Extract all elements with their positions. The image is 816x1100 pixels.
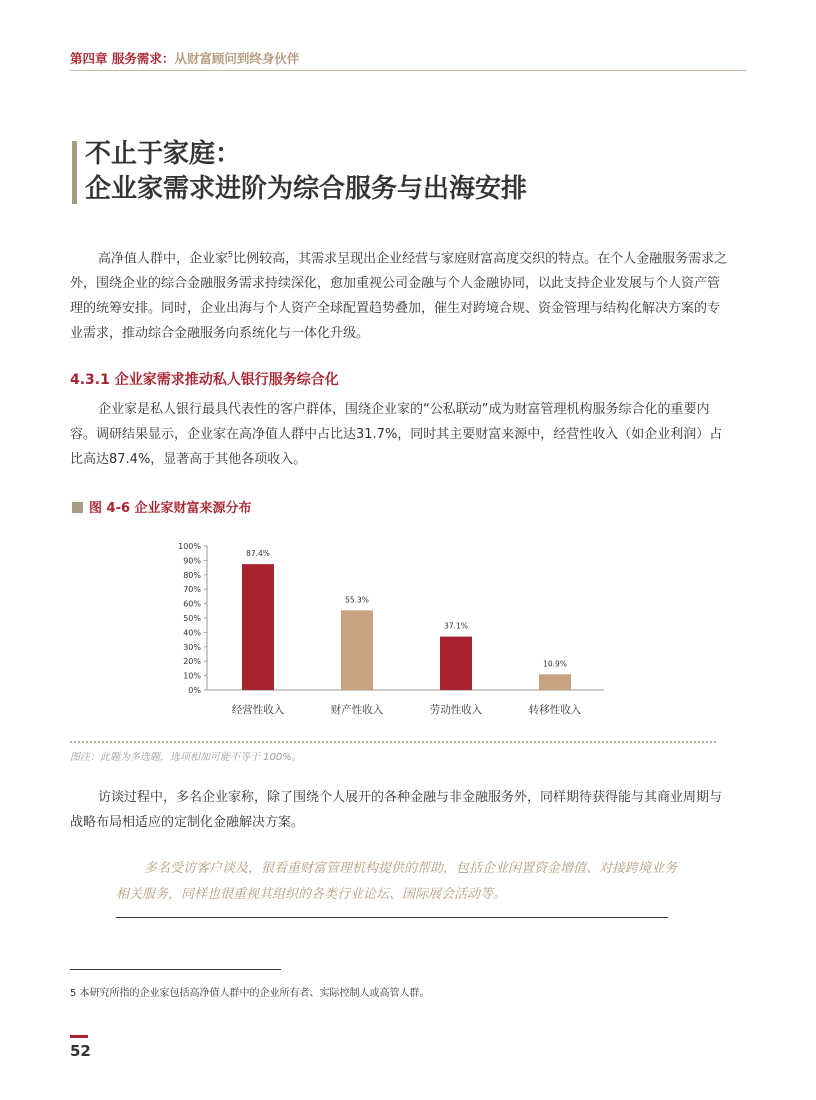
y-tick-label: 20% <box>183 657 201 667</box>
section-line-2: 容。调研结果显示，企业家在高净值人群中占比达31.7%，同时其主要财富来源中，经营性收入（如企业利润）占 <box>70 427 723 442</box>
bar <box>539 674 571 690</box>
y-tick-label: 40% <box>183 628 201 638</box>
section-line-3: 比高达87.4%，显著高于其他各项收入。 <box>70 452 307 467</box>
bar-value-label: 37.1% <box>444 621 468 631</box>
quote-line-1: 多名受访客户谈及，很看重财富管理机构提供的帮助，包括企业闲置资金增值、对接跨境业务 <box>144 861 678 876</box>
footnote-ref: 5 <box>228 250 234 259</box>
intro-line-4: 业需求，推动综合金融服务向系统化与一体化升级。 <box>70 326 370 342</box>
client-quote <box>116 856 676 908</box>
y-tick-label: 90% <box>183 556 201 566</box>
footnote-divider <box>70 969 281 970</box>
bar-value-label: 87.4% <box>246 549 270 559</box>
interview-paragraph <box>70 785 750 835</box>
quote-underline <box>116 917 668 918</box>
y-tick-label: 70% <box>183 585 201 595</box>
figure-title-text: 图 4-6 企业家财富来源分布 <box>89 501 252 516</box>
bar-value-label: 10.9% <box>543 659 567 669</box>
figure-note: 图注：此题为多选题，选项相加可能不等于 100%。 <box>70 752 302 763</box>
footnote: 5 本研究所指的企业家包括高净值人群中的企业所有者、实际控制人或高管人群。 <box>70 988 430 999</box>
intro-line-2: 外，围绕企业的综合金融服务需求持续深化，愈加重视公司金融与个人金融协同，以此支持企业发展与个人资产管 <box>70 276 721 292</box>
bar <box>242 564 274 690</box>
page-number-accent <box>70 1035 88 1038</box>
page-number: 52 <box>70 1042 91 1060</box>
y-tick-label: 60% <box>183 599 201 609</box>
interview-line-2: 战略布局相适应的定制化金融解决方案。 <box>70 815 305 830</box>
y-tick-label: 80% <box>183 570 201 580</box>
interview-line-1: 访谈过程中，多名企业家称，除了围绕个人展开的各种金融与非金融服务外，同样期待获得能与其商业周期与 <box>98 790 723 805</box>
x-category-label: 经营性收入 <box>231 704 285 716</box>
y-tick-label: 0% <box>188 686 201 695</box>
y-tick-label: 30% <box>183 642 201 652</box>
x-category-label: 转移性收入 <box>528 704 582 716</box>
chapter-subtitle: 从财富顾问到终身伙伴 <box>174 51 300 66</box>
y-tick-label: 50% <box>183 614 201 623</box>
chapter-label: 第四章 服务需求： <box>70 51 175 66</box>
section-line-1: 企业家是私人银行最具代表性的客户群体，围绕企业家的“公私联动”成为财富管理机构服务综合化的重要内 <box>98 402 710 417</box>
y-tick-label: 10% <box>183 671 201 681</box>
quote-line-2: 相关服务，同样也很重视其组织的各类行业论坛、国际展会活动等。 <box>116 887 507 902</box>
x-category-label: 劳动性收入 <box>429 704 483 716</box>
page-title-line-2: 企业家需求进阶为综合服务与出海安排 <box>85 174 528 204</box>
bar-value-label: 55.3% <box>345 595 369 605</box>
intro-line-1-a: 高净值人群中，企业家 <box>98 251 229 267</box>
section-heading: 4.3.1 企业家需求推动私人银行服务综合化 <box>70 372 339 388</box>
y-tick-label: 100% <box>178 542 201 551</box>
intro-line-3: 理的统筹安排。同时，企业出海与个人资产全球配置趋势叠加，催生对跨境合规、资金管理与结构化解决方案的专 <box>70 301 721 317</box>
intro-line-1-b: 比例较高，其需求呈现出企业经营与家庭财富高度交织的特点。在个人金融服务需求之 <box>233 251 728 267</box>
x-category-label: 财产性收入 <box>330 704 384 716</box>
page-title-line-1: 不止于家庭： <box>85 139 242 169</box>
bar <box>440 637 472 690</box>
figure-note-divider <box>70 741 716 743</box>
bar <box>341 610 373 690</box>
